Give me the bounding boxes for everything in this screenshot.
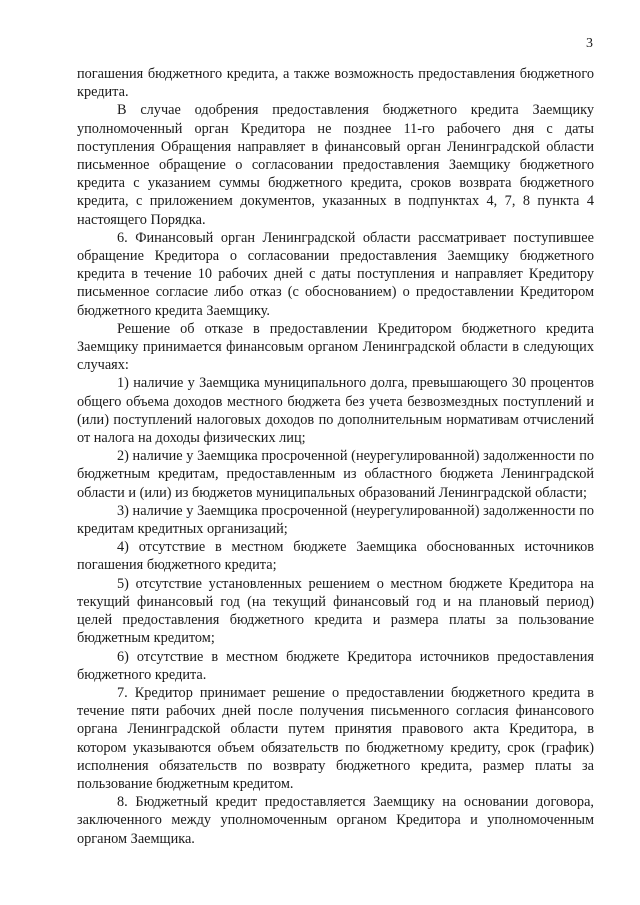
list-item-refusal-3: 3) наличие у Заемщика просроченной (неурегулированной) задолженности по кредитам кредитных организаций; [77,502,594,538]
list-item-refusal-4: 4) отсутствие в местном бюджете Заемщика обоснованных источников погашения бюджетного кредита; [77,539,594,574]
list-item-refusal-2: 2) наличие у Заемщика просроченной (неурегулированной) задолженности по бюджетным кредитам, предоставленным из областного бюджета Ленинградской области и (или) из бюджетов муниципальных образований Ленинградской области; [77,448,594,501]
paragraph-approval: В случае одобрения предоставления бюджетного кредита Заемщику уполномоченный орган Кредитора не позднее 11-го рабочего дня с даты поступления Обращения направляет в финансовый орган Ленинградской области письменное обращение о согласовании предоставления Заемщику бюджетного кредита с указанием суммы бюджетного кредита, сроков возврата бюджетного кредита, с приложением документов, указанных в подпунктах 4, 7, 8 пункта 4 настоящего Порядка. [77,102,594,228]
list-item-refusal-5: 5) отсутствие установленных решением о местном бюджете Кредитора на текущий финансовый год (на текущий финансовый год и на плановый период) целей предоставления бюджетного кредита и размера платы за пользование бюджетным кредитом; [77,575,594,647]
paragraph-item-6: 6. Финансовый орган Ленинградской области рассматривает поступившее обращение Кредитора о согласовании предоставления Заемщику бюджетного кредита в течение 10 рабочих дней с даты поступления и направляет Кредитору письменное согласие либо отказ (с обоснованием) о предоставлении Кредитором бюджетного кредита Заемщику. [77,229,594,319]
paragraph-item-7: 7. Кредитор принимает решение о предоставлении бюджетного кредита в течение пяти рабочих дней после получения письменного согласия финансового органа Ленинградской области путем принятия правового акта Кредитора, в котором указываются объем обязательств по бюджетному кредиту, срок (график) исполнения обязательств по возврату бюджетного кредита, размер платы за пользование бюджетным кредитом. [77,684,594,792]
list-item-refusal-1: 1) наличие у Заемщика муниципального долга, превышающего 30 процентов общего объема доходов местного бюджета без учета безвозмездных поступлений и (или) поступлений налоговых доходов по дополнительным нормативам отчислений от налога на доходы физических лиц; [77,375,594,447]
paragraph-continuation: погашения бюджетного кредита, а также возможность предоставления бюджетного кредита. [77,66,594,101]
document-body [77,65,594,848]
list-item-refusal-6: 6) отсутствие в местном бюджете Кредитора источников предоставления бюджетного кредита. [77,648,594,683]
page-number: 3 [586,36,593,51]
paragraph-refusal-intro: Решение об отказе в предоставлении Кредитором бюджетного кредита Заемщику принимается финансовым органом Ленинградской области в следующих случаях: [77,320,594,374]
paragraph-item-8: 8. Бюджетный кредит предоставляется Заемщику на основании договора, заключенного между уполномоченным органом Кредитора и уполномоченным органом Заемщика. [77,794,594,847]
